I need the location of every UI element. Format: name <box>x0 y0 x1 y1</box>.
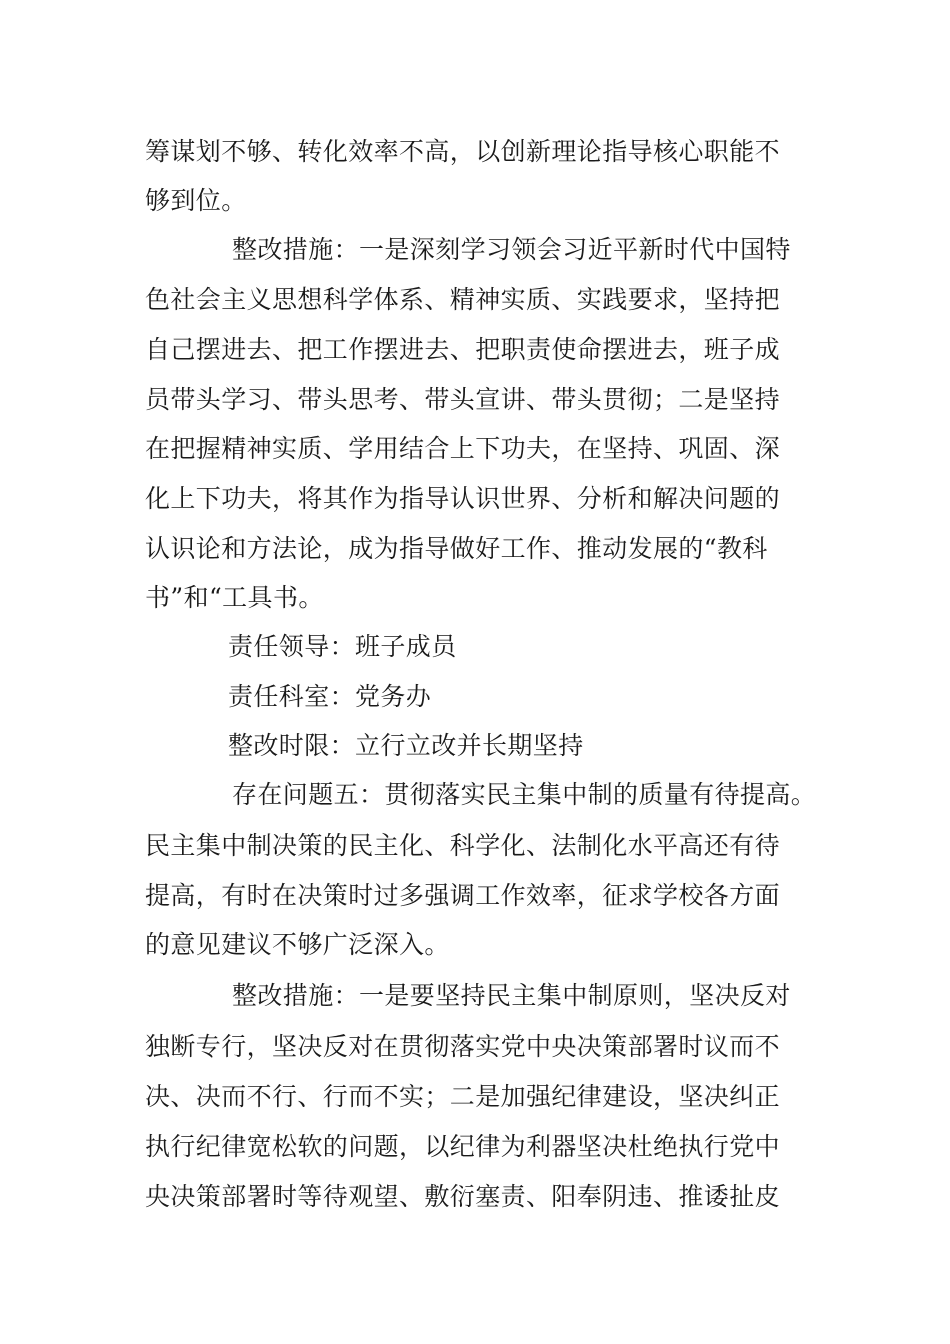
text-line: 色社会主义思想科学体系、精神实质、实践要求，坚持把 <box>145 285 781 314</box>
text-line: 民主集中制决策的民主化、科学化、法制化水平高还有待 <box>145 831 781 860</box>
text-line: 认识论和方法论，成为指导做好工作、推动发展的“教科 <box>145 534 768 563</box>
text-line: 够到位。 <box>145 186 247 215</box>
text-line: 整改措施：一是要坚持民主集中制原则，坚决反对 <box>232 981 791 1010</box>
text-line: 责任科室：党务办 <box>228 682 432 711</box>
text-line: 自己摆进去、把工作摆进去、把职责使命摆进去，班子成 <box>145 335 781 364</box>
text-line: 员带头学习、带头思考、带头宣讲、带头贯彻；二是坚持 <box>145 385 781 414</box>
text-line: 在把握精神实质、学用结合上下功夫，在坚持、巩固、深 <box>145 434 781 463</box>
text-line: 执行纪律宽松软的问题，以纪律为利器坚决杜绝执行党中 <box>145 1132 781 1161</box>
text-line: 决、决而不行、行而不实；二是加强纪律建设，坚决纠正 <box>145 1082 781 1111</box>
text-line: 整改措施：一是深刻学习领会习近平新时代中国特 <box>232 235 791 264</box>
text-line: 的意见建议不够广泛深入。 <box>145 930 450 959</box>
text-line: 存在问题五：贯彻落实民主集中制的质量有待提高。 <box>232 780 817 809</box>
text-line: 书”和“工具书。 <box>145 583 324 612</box>
text-line: 整改时限：立行立改并长期坚持 <box>228 731 584 760</box>
text-line: 提高，有时在决策时过多强调工作效率，征求学校各方面 <box>145 881 781 910</box>
text-line: 筹谋划不够、转化效率不高，以创新理论指导核心职能不 <box>145 137 781 166</box>
text-line: 央决策部署时等待观望、敷衍塞责、阳奉阴违、推诿扯皮 <box>145 1182 781 1211</box>
text-line: 责任领导：班子成员 <box>228 632 457 661</box>
text-line: 化上下功夫，将其作为指导认识世界、分析和解决问题的 <box>145 484 781 513</box>
text-line: 独断专行，坚决反对在贯彻落实党中央决策部署时议而不 <box>145 1032 781 1061</box>
